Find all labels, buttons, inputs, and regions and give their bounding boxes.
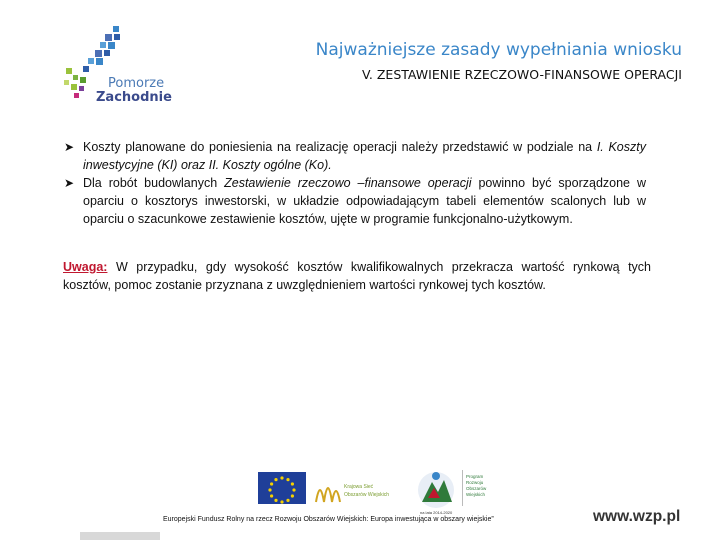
page-subtitle: V. ZESTAWIENIE RZECZOWO-FINANSOWE OPERACJI (361, 67, 682, 82)
note-block (63, 258, 651, 294)
eu-flag-logo (258, 472, 306, 504)
bullet-text: Dla robót budowlanych (83, 176, 225, 190)
svg-text:Obszarów: Obszarów (466, 486, 487, 491)
svg-text:na lata 2014-2020: na lata 2014-2020 (420, 510, 453, 515)
website-link[interactable]: www.wzp.pl (593, 508, 681, 525)
page-title: Najważniejsze zasady wypełniania wniosku (315, 40, 682, 60)
footer-bar (80, 532, 160, 540)
footer-logos (258, 468, 548, 518)
bullet-item (64, 138, 646, 174)
note-label: Uwaga: (63, 260, 108, 274)
arrow-bullet-icon: ➤ (64, 176, 75, 190)
note-text: W przypadku, gdy wysokość kosztów kwalifikowalnych przekracza wartość rynkową tych kosztów, pomoc zostanie przyznana z uwzględnieniem wartości rynkowej tych kosztów. (63, 260, 651, 292)
svg-text:Rozwoju: Rozwoju (466, 480, 484, 485)
logo-text-zachodnie: Zachodnie (96, 90, 172, 105)
logo-text-pomorze: Pomorze (108, 76, 165, 91)
prow-logo (418, 470, 487, 515)
bullet-text: Koszty planowane do poniesienia na realizację operacji należy przedstawić w podziale na (83, 140, 597, 154)
arrow-bullet-icon: ➤ (64, 140, 75, 154)
svg-text:Program: Program (466, 474, 484, 479)
bullet-text-italic: I. Koszty inwestycyjne (KI) oraz II. Koszty ogólne (Ko). (83, 140, 646, 172)
bullet-item (64, 174, 646, 228)
svg-text:Wiejskich: Wiejskich (466, 492, 486, 497)
bullet-text-end: powinno być sporządzone w oparciu o kosztorys inwestorski, w układzie odpowiadającym tabeli elementów scalonych lub w oparciu o szacunkowe zestawienie kosztów, ujęte w programie funkcjonalno-użytkowym. (83, 176, 646, 226)
bullet-list (64, 138, 646, 228)
svg-text:Krajowa Sieć: Krajowa Sieć (344, 484, 374, 490)
bullet-text-italic: Zestawienie rzeczowo –finansowe operacji (224, 176, 472, 190)
svg-text:Obszarów Wiejskich: Obszarów Wiejskich (344, 492, 390, 498)
leader-logo (316, 480, 389, 502)
fund-footer-text: Europejski Fundusz Rolny na rzecz Rozwoju Obszarów Wiejskich: Europa inwestująca w obszary wiejskie” (163, 516, 494, 523)
